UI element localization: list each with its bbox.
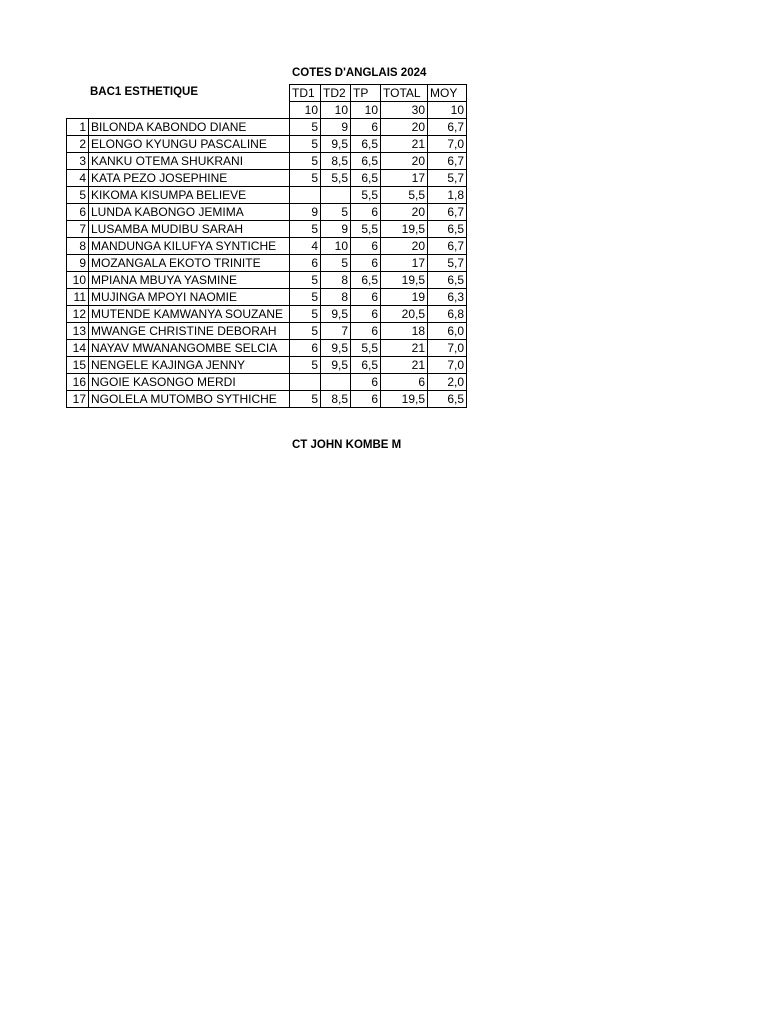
cell-td2: 10 <box>321 238 351 255</box>
cell-student-name: MWANGE CHRISTINE DEBORAH <box>89 323 290 340</box>
cell-total: 20 <box>381 238 428 255</box>
cell-td1: 5 <box>290 119 321 136</box>
max-tp: 10 <box>351 102 381 119</box>
cell-student-name: BILONDA KABONDO DIANE <box>89 119 290 136</box>
table-row <box>67 204 467 221</box>
cell-td1: 5 <box>290 306 321 323</box>
cell-number: 1 <box>67 119 89 136</box>
cell-number: 13 <box>67 323 89 340</box>
cell-moy: 6,7 <box>428 119 467 136</box>
cell-student-name: ELONGO KYUNGU PASCALINE <box>89 136 290 153</box>
cell-moy: 5,7 <box>428 170 467 187</box>
cell-moy: 1,8 <box>428 187 467 204</box>
max-scores-row <box>67 102 467 119</box>
grades-table <box>66 84 467 408</box>
cell-td2: 5,5 <box>321 170 351 187</box>
cell-tp: 6 <box>351 289 381 306</box>
table-row <box>67 374 467 391</box>
cell-student-name: LUSAMBA MUDIBU SARAH <box>89 221 290 238</box>
cell-td2: 8 <box>321 272 351 289</box>
cell-td2: 9,5 <box>321 340 351 357</box>
table-row <box>67 391 467 408</box>
cell-td2: 5 <box>321 204 351 221</box>
cell-number: 8 <box>67 238 89 255</box>
max-total: 30 <box>381 102 428 119</box>
table-row <box>67 187 467 204</box>
header-td2: TD2 <box>321 85 351 102</box>
cell-total: 17 <box>381 255 428 272</box>
cell-student-name: MPIANA MBUYA YASMINE <box>89 272 290 289</box>
cell-student-name: LUNDA KABONGO JEMIMA <box>89 204 290 221</box>
cell-tp: 6,5 <box>351 153 381 170</box>
table-row <box>67 323 467 340</box>
cell-tp: 5,5 <box>351 221 381 238</box>
cell-number: 14 <box>67 340 89 357</box>
cell-moy: 6,0 <box>428 323 467 340</box>
max-blank-name <box>89 102 290 119</box>
table-row <box>67 289 467 306</box>
cell-total: 20 <box>381 204 428 221</box>
table-row <box>67 340 467 357</box>
cell-total: 20 <box>381 153 428 170</box>
cell-tp: 6,5 <box>351 170 381 187</box>
cell-number: 16 <box>67 374 89 391</box>
cell-td1: 5 <box>290 323 321 340</box>
cell-tp: 6,5 <box>351 357 381 374</box>
cell-td2: 9,5 <box>321 357 351 374</box>
cell-moy: 6,7 <box>428 238 467 255</box>
cell-student-name: MOZANGALA EKOTO TRINITE <box>89 255 290 272</box>
cell-number: 2 <box>67 136 89 153</box>
cell-td1: 5 <box>290 136 321 153</box>
cell-number: 4 <box>67 170 89 187</box>
sheet-title: COTES D'ANGLAIS 2024 <box>292 67 427 79</box>
cell-td1: 9 <box>290 204 321 221</box>
table-row <box>67 119 467 136</box>
cell-moy: 6,5 <box>428 221 467 238</box>
cell-student-name: MUTENDE KAMWANYA SOUZANE <box>89 306 290 323</box>
header-blank-name <box>89 85 290 102</box>
cell-student-name: NGOLELA MUTOMBO SYTHICHE <box>89 391 290 408</box>
header-td1: TD1 <box>290 85 321 102</box>
header-row <box>67 85 467 102</box>
teacher-signature: CT JOHN KOMBE M <box>292 439 402 451</box>
cell-td2: 5 <box>321 255 351 272</box>
max-blank-no <box>67 102 89 119</box>
cell-total: 19 <box>381 289 428 306</box>
cell-total: 19,5 <box>381 221 428 238</box>
cell-td1 <box>290 374 321 391</box>
table-row <box>67 272 467 289</box>
cell-moy: 6,5 <box>428 391 467 408</box>
cell-number: 7 <box>67 221 89 238</box>
table-row <box>67 306 467 323</box>
cell-total: 5,5 <box>381 187 428 204</box>
header-tp: TP <box>351 85 381 102</box>
cell-total: 21 <box>381 340 428 357</box>
cell-td2: 9 <box>321 221 351 238</box>
cell-total: 20,5 <box>381 306 428 323</box>
cell-student-name: NGOIE KASONGO MERDI <box>89 374 290 391</box>
cell-total: 21 <box>381 136 428 153</box>
cell-number: 3 <box>67 153 89 170</box>
cell-moy: 6,7 <box>428 204 467 221</box>
cell-moy: 6,7 <box>428 153 467 170</box>
cell-student-name: KANKU OTEMA SHUKRANI <box>89 153 290 170</box>
cell-total: 6 <box>381 374 428 391</box>
cell-tp: 6 <box>351 391 381 408</box>
cell-tp: 6 <box>351 306 381 323</box>
table-row <box>67 153 467 170</box>
cell-td1: 6 <box>290 340 321 357</box>
cell-td2: 8,5 <box>321 153 351 170</box>
table-row <box>67 136 467 153</box>
cell-td1: 4 <box>290 238 321 255</box>
cell-td1 <box>290 187 321 204</box>
cell-td2: 8,5 <box>321 391 351 408</box>
cell-moy: 7,0 <box>428 136 467 153</box>
cell-number: 11 <box>67 289 89 306</box>
table-row <box>67 170 467 187</box>
cell-td1: 6 <box>290 255 321 272</box>
cell-td2: 9,5 <box>321 136 351 153</box>
cell-td1: 5 <box>290 391 321 408</box>
cell-total: 19,5 <box>381 391 428 408</box>
cell-td1: 5 <box>290 221 321 238</box>
cell-td2: 9 <box>321 119 351 136</box>
cell-total: 21 <box>381 357 428 374</box>
cell-total: 17 <box>381 170 428 187</box>
table-row <box>67 238 467 255</box>
cell-td1: 5 <box>290 170 321 187</box>
max-td2: 10 <box>321 102 351 119</box>
cell-tp: 6 <box>351 119 381 136</box>
cell-moy: 6,5 <box>428 272 467 289</box>
cell-moy: 7,0 <box>428 357 467 374</box>
cell-tp: 6 <box>351 238 381 255</box>
cell-tp: 6 <box>351 204 381 221</box>
cell-td2: 7 <box>321 323 351 340</box>
cell-tp: 6,5 <box>351 272 381 289</box>
cell-number: 15 <box>67 357 89 374</box>
header-total: TOTAL <box>381 85 428 102</box>
cell-td1: 5 <box>290 357 321 374</box>
cell-td1: 5 <box>290 272 321 289</box>
cell-moy: 6,3 <box>428 289 467 306</box>
cell-moy: 7,0 <box>428 340 467 357</box>
cell-number: 12 <box>67 306 89 323</box>
cell-moy: 6,8 <box>428 306 467 323</box>
class-name: BAC1 ESTHETIQUE <box>90 86 198 98</box>
cell-number: 5 <box>67 187 89 204</box>
cell-tp: 6,5 <box>351 136 381 153</box>
cell-td1: 5 <box>290 289 321 306</box>
cell-student-name: NENGELE KAJINGA JENNY <box>89 357 290 374</box>
cell-td2 <box>321 374 351 391</box>
cell-number: 6 <box>67 204 89 221</box>
cell-number: 17 <box>67 391 89 408</box>
cell-total: 20 <box>381 119 428 136</box>
cell-number: 10 <box>67 272 89 289</box>
table-row <box>67 255 467 272</box>
cell-td2: 9,5 <box>321 306 351 323</box>
header-blank-no <box>67 85 89 102</box>
cell-number: 9 <box>67 255 89 272</box>
cell-tp: 6 <box>351 255 381 272</box>
max-moy: 10 <box>428 102 467 119</box>
max-td1: 10 <box>290 102 321 119</box>
header-moy: MOY <box>428 85 467 102</box>
cell-student-name: MANDUNGA KILUFYA SYNTICHE <box>89 238 290 255</box>
cell-moy: 2,0 <box>428 374 467 391</box>
cell-student-name: MUJINGA MPOYI NAOMIE <box>89 289 290 306</box>
cell-student-name: NAYAV MWANANGOMBE SELCIA <box>89 340 290 357</box>
cell-tp: 6 <box>351 323 381 340</box>
cell-tp: 6 <box>351 374 381 391</box>
cell-td2 <box>321 187 351 204</box>
table-row <box>67 221 467 238</box>
cell-student-name: KIKOMA KISUMPA BELIEVE <box>89 187 290 204</box>
cell-moy: 5,7 <box>428 255 467 272</box>
cell-tp: 5,5 <box>351 340 381 357</box>
cell-total: 19,5 <box>381 272 428 289</box>
cell-total: 18 <box>381 323 428 340</box>
cell-td1: 5 <box>290 153 321 170</box>
cell-td2: 8 <box>321 289 351 306</box>
table-row <box>67 357 467 374</box>
cell-tp: 5,5 <box>351 187 381 204</box>
cell-student-name: KATA PEZO JOSEPHINE <box>89 170 290 187</box>
